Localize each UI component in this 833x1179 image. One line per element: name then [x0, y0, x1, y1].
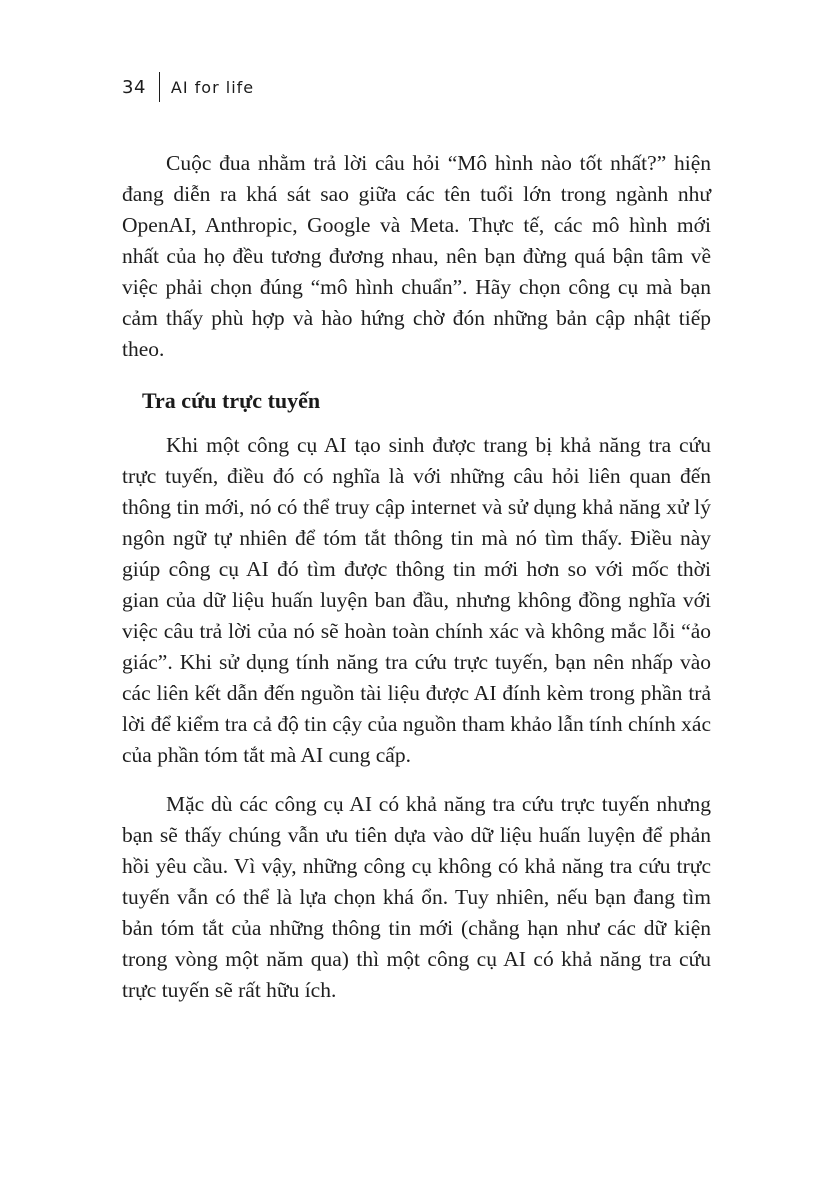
paragraph-model-race: Cuộc đua nhằm trả lời câu hỏi “Mô hình nào tốt nhất?” hiện đang diễn ra khá sát sao giữa các tên tuổi lớn trong ngành như OpenAI, Anthropic, Google và Meta. Thực tế, các mô hình mới nhất của họ đều tương đương nhau, nên bạn đừng quá bận tâm về việc phải chọn đúng “mô hình chuẩn”. Hãy chọn công cụ mà bạn cảm thấy phù hợp và hào hứng chờ đón những bản cập nhật tiếp theo. [122, 151, 711, 361]
paragraph-online-lookup: Khi một công cụ AI tạo sinh được trang bị khả năng tra cứu trực tuyến, điều đó có nghĩa là với những câu hỏi liên quan đến thông tin mới, nó có thể truy cập internet và sử dụng khả năng xử lý ngôn ngữ tự nhiên để tóm tắt thông tin mà nó tìm thấy. Điều này giúp công cụ AI đó tìm được thông tin mới hơn so với mốc thời gian của dữ liệu huấn luyện ban đầu, nhưng không đồng nghĩa với việc câu trả lời của nó sẽ hoàn toàn chính xác và không mắc lỗi “ảo giác”. Khi sử dụng tính năng tra cứu trực tuyến, bạn nên nhấp vào các liên kết dẫn đến nguồn tài liệu được AI đính kèm trong phần trả lời để kiểm tra cả độ tin cậy của nguồn tham khảo lẫn tính chính xác của phần tóm tắt mà AI cung cấp. [122, 433, 711, 767]
section-heading: Tra cứu trực tuyến [142, 388, 321, 413]
page-number: 34 [122, 76, 146, 98]
paragraph-training-data: Mặc dù các công cụ AI có khả năng tra cứu trực tuyến nhưng bạn sẽ thấy chúng vẫn ưu tiên dựa vào dữ liệu huấn luyện để phản hồi yêu cầu. Vì vậy, những công cụ không có khả năng tra cứu trực tuyến vẫn có thể là lựa chọn khá ổn. Tuy nhiên, nếu bạn đang tìm bản tóm tắt của những thông tin mới (chẳng hạn như các dữ kiện trong vòng một năm qua) thì một công cụ AI có khả năng tra cứu trực tuyến sẽ rất hữu ích. [122, 792, 711, 1002]
book-title: AI for life [170, 77, 255, 97]
header-divider [159, 72, 160, 102]
running-header [122, 70, 254, 104]
page-body [122, 148, 711, 1024]
